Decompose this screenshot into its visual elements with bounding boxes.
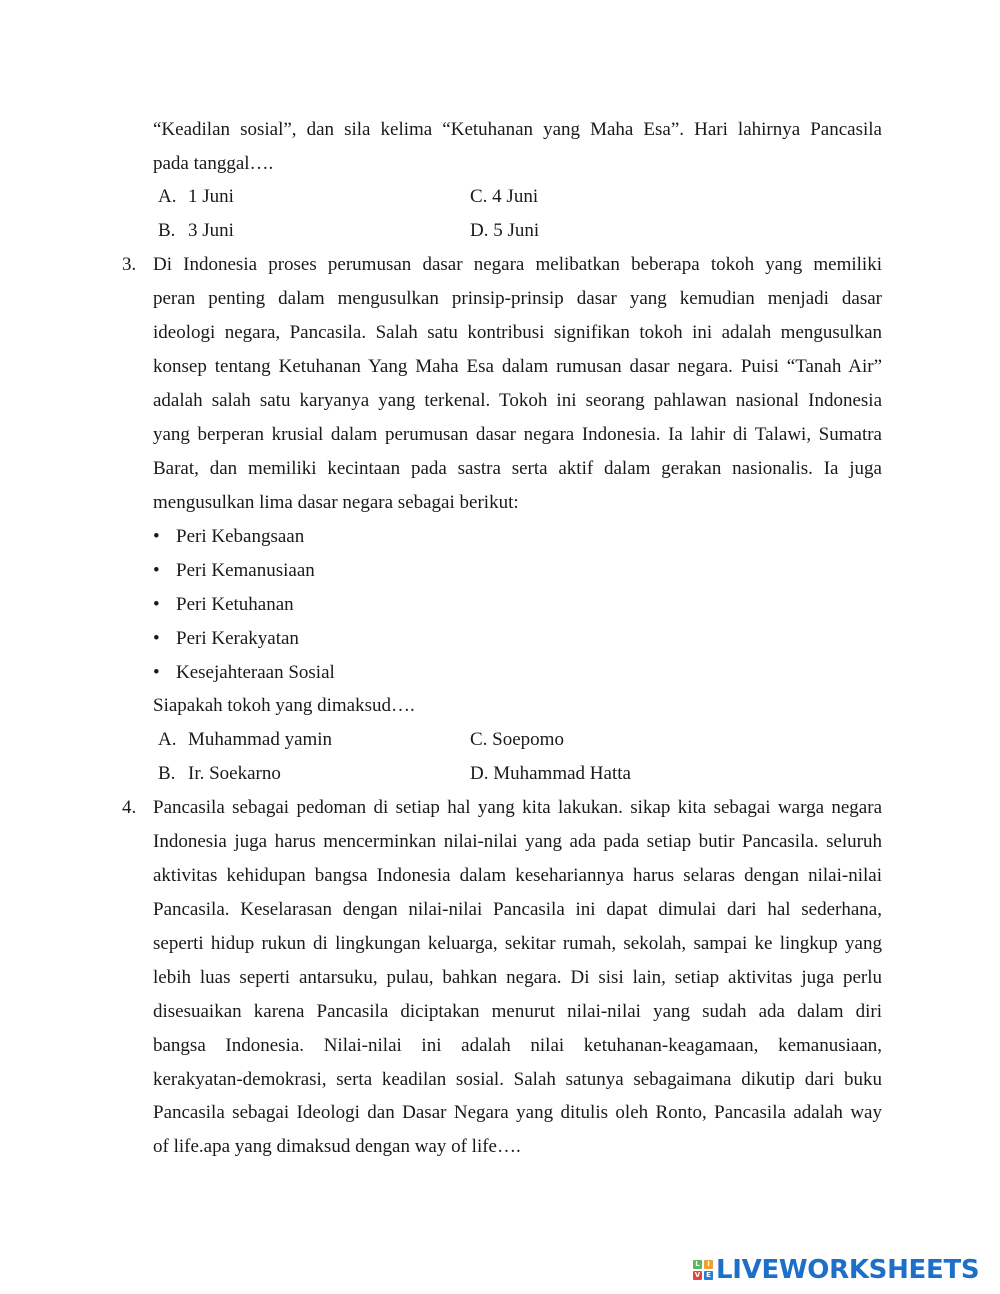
bullet-dot: • [153,628,160,649]
q4-stem-line: bangsa Indonesia. Nilai-nilai ini adalah nilai ketuhanan-keagamaan, kemanusiaan, [153,1035,882,1056]
bullet-dot: • [153,594,160,615]
q4-stem-line: Pancasila. Keselarasan dengan nilai-nilai Pancasila ini dapat dimulai dari hal sederhana, [153,899,882,920]
q2-option-d[interactable]: D. 5 Juni [470,220,540,241]
q4-stem-line: Indonesia juga harus mencerminkan nilai-nilai yang ada pada setiap butir Pancasila. seluruh [153,831,882,852]
q4-stem-line: seperti hidup rukun di lingkungan keluarga, sekitar rumah, sekolah, sampai ke lingkup yang [153,933,882,954]
q3-stem-line: konsep tentang Ketuhanan Yang Maha Esa dalam rumusan dasar negara. Puisi “Tanah Air” [153,356,882,377]
q2-option-b[interactable]: 3 Juni [188,220,234,241]
q3-bullet-item: Kesejahteraan Sosial [176,662,335,683]
q3-stem-line: ideologi negara, Pancasila. Salah satu kontribusi signifikan tokoh ini adalah mengusulkan [153,322,882,343]
q3-option-d[interactable]: D. Muhammad Hatta [470,763,631,784]
q2-option-a-letter: A. [158,186,177,207]
q2-option-c[interactable]: C. 4 Juni [470,186,539,207]
q3-number: 3. [122,254,137,275]
q3-bullet-item: Peri Kerakyatan [176,628,299,649]
q3-stem-line: Di Indonesia proses perumusan dasar negara melibatkan beberapa tokoh yang memiliki [153,254,882,275]
q3-stem-line: yang berperan krusial dalam perumusan dasar negara Indonesia. Ia lahir di Talawi, Sumatra [153,424,882,445]
q2-option-a[interactable]: 1 Juni [188,186,234,207]
q3-option-c[interactable]: C. Soepomo [470,729,564,750]
q2-stem-line: “Keadilan sosial”, dan sila kelima “Ketuhanan yang Maha Esa”. Hari lahirnya Pancasila [153,119,882,140]
liveworksheets-logo[interactable] [693,1255,979,1285]
q4-stem-line: disesuaikan karena Pancasila diciptakan menurut nilai-nilai yang sudah ada dalam diri [153,1001,882,1022]
q3-option-b-letter: B. [158,763,176,784]
q4-stem-line: aktivitas kehidupan bangsa Indonesia dalam kesehariannya harus selaras dengan nilai-nilai [153,865,882,886]
bullet-dot: • [153,662,160,683]
liveworksheets-mark-icon: L I V E [693,1260,713,1280]
q3-stem-line: adalah salah satu karyanya yang terkenal. Tokoh ini seorang pahlawan nasional Indonesia [153,390,882,411]
q4-stem-line: kerakyatan-demokrasi, serta keadilan sosial. Salah satunya sebagaimana dikutip dari buku [153,1069,882,1090]
q3-stem-line: mengusulkan lima dasar negara sebagai berikut: [153,492,519,513]
q3-bullet-item: Peri Kemanusiaan [176,560,315,581]
q3-stem-line: Barat, dan memiliki kecintaan pada sastra serta aktif dalam gerakan nasionalis. Ia juga [153,458,882,479]
q4-number: 4. [122,797,137,818]
q2-stem-line: pada tanggal…. [153,153,274,174]
q4-stem-line: lebih luas seperti antarsuku, pulau, bahkan negara. Di sisi lain, setiap aktivitas juga perlu [153,967,882,988]
bullet-dot: • [153,526,160,547]
q4-stem-line: of life.apa yang dimaksud dengan way of life…. [153,1136,521,1157]
q3-option-b[interactable]: Ir. Soekarno [188,763,281,784]
q4-stem-line: Pancasila sebagai pedoman di setiap hal yang kita lakukan. sikap kita sebagai warga negara [153,797,882,818]
q3-bullet-item: Peri Ketuhanan [176,594,294,615]
q3-question: Siapakah tokoh yang dimaksud…. [153,695,415,716]
bullet-dot: • [153,560,160,581]
q3-bullet-item: Peri Kebangsaan [176,526,305,547]
q3-option-a-letter: A. [158,729,177,750]
q3-stem-line: peran penting dalam mengusulkan prinsip-prinsip dasar yang kemudian menjadi dasar [153,288,882,309]
brand-name: LIVEWORKSHEETS [716,1255,980,1285]
q3-option-a[interactable]: Muhammad yamin [188,729,333,750]
q2-option-b-letter: B. [158,220,176,241]
q4-stem-line: Pancasila sebagai Ideologi dan Dasar Negara yang ditulis oleh Ronto, Pancasila adalah way [153,1102,882,1123]
